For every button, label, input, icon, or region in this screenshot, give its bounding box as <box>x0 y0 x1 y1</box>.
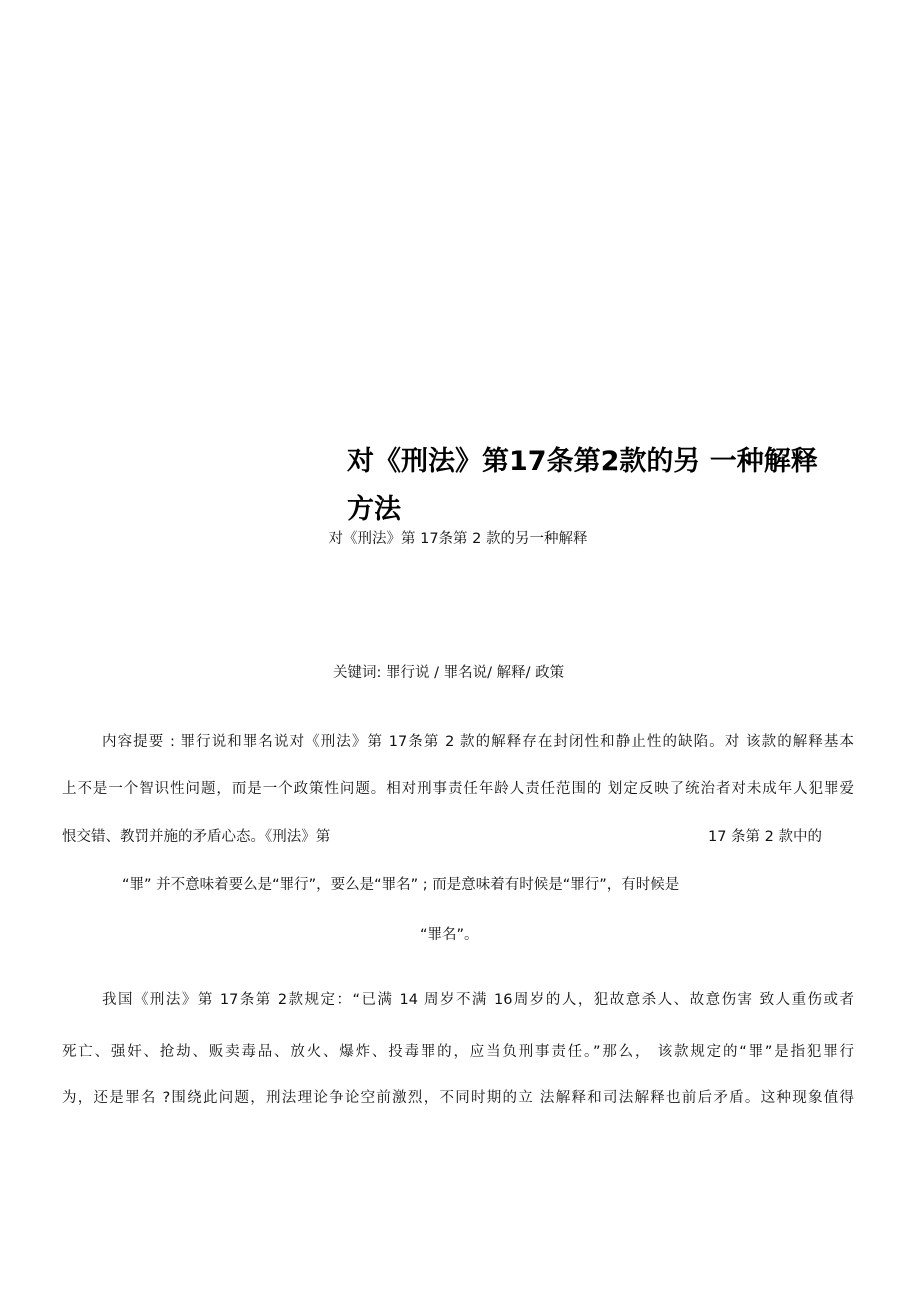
abstract-line: “罪名”。 <box>420 927 479 943</box>
document-title-line-2: 方法 <box>347 494 401 525</box>
document-title-line-1: 对《刑法》第17条第2款的另 一种解释 <box>347 446 818 477</box>
abstract-line: “罪” 并不意味着要么是“罪行”，要么是“罪名” ; 而是意味着有时候是“罪行”，有时候是 <box>122 877 680 893</box>
abstract-line: 上不是一个智识性问题，而是一个政策性问题。相对刑事责任年龄人责任范围的 划定反映了统治者对未成年人犯罪爱 <box>62 781 854 797</box>
abstract-line: 17 条第 2 款中的 <box>708 829 823 845</box>
subtitle: 对《刑法》第 17条第 2 款的另一种解释 <box>328 531 588 547</box>
abstract-line: 内容提要 : 罪行说和罪名说对《刑法》第 17条第 2 款的解释存在封闭性和静止性的缺陷。对 该款的解释基本 <box>102 734 854 750</box>
body-line: 死亡、强奸、抢劫、贩卖毒品、放火、爆炸、投毒罪的，应当负刑事责任。”那么， 该款规定的“罪”是指犯罪行 <box>62 1044 854 1060</box>
body-line: 为，还是罪名 ?围绕此问题，刑法理论争论空前激烈，不同时期的立 法解释和司法解释也前后矛盾。这种现象值得 <box>62 1090 854 1106</box>
body-line: 我国《刑法》第 17条第 2款规定：“已满 14 周岁不满 16周岁的人，犯故意杀人、故意伤害 致人重伤或者 <box>102 992 854 1008</box>
keywords: 关键词: 罪行说 / 罪名说/ 解释/ 政策 <box>333 665 565 681</box>
abstract-line: 恨交错、教罚并施的矛盾心态。《刑法》第 <box>62 829 331 845</box>
